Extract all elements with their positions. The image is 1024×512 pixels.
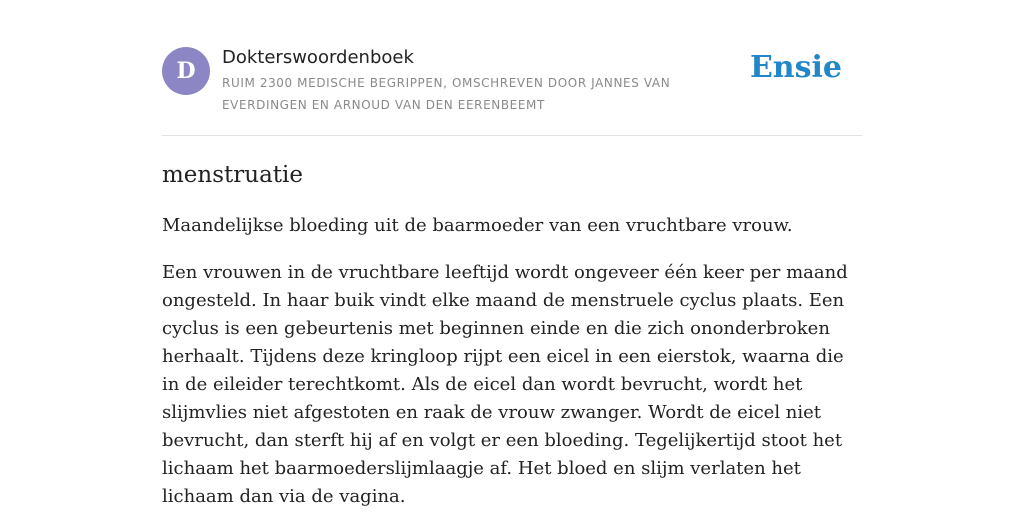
dictionary-subtitle: RUIM 2300 MEDISCHE BEGRIPPEN, OMSCHREVEN DOOR JANNES VAN EVERDINGEN EN ARNOUD VAN DEN EERENBEEMT <box>222 76 671 112</box>
term-title: menstruatie <box>162 162 304 188</box>
dictionary-header <box>162 46 862 116</box>
short-definition: Maandelijkse bloeding uit de baarmoeder van een vruchtbare vrouw. <box>162 215 793 236</box>
header-divider <box>162 135 862 136</box>
ensie-logo-link[interactable]: Ensie <box>749 50 842 85</box>
dictionary-title[interactable]: Dokterswoordenboek <box>222 47 414 68</box>
dictionary-avatar[interactable]: D <box>162 47 210 95</box>
long-definition: Een vrouwen in de vruchtbare leeftijd wordt ongeveer één keer per maand ongesteld. In haar buik vindt elke maand de menstruele cyclus plaats. Een cyclus is een gebeurtenis met beginnen einde en die zich ononderbroken herhaalt. Tijdens deze kringloop rijpt een eicel in een eierstok, waarna die in de eileider terechtkomt. Als de eicel dan wordt bevrucht, wordt het slijmvlies niet afgestoten en raak de vrouw zwanger. Wordt de eicel niet bevrucht, dan sterft hij af en volgt er een bloeding. Tegelijkertijd stoot het lichaam het baarmoederslijmlaagje af. Het bloed en slijm verlaten het lichaam dan via de vagina. <box>162 262 848 507</box>
